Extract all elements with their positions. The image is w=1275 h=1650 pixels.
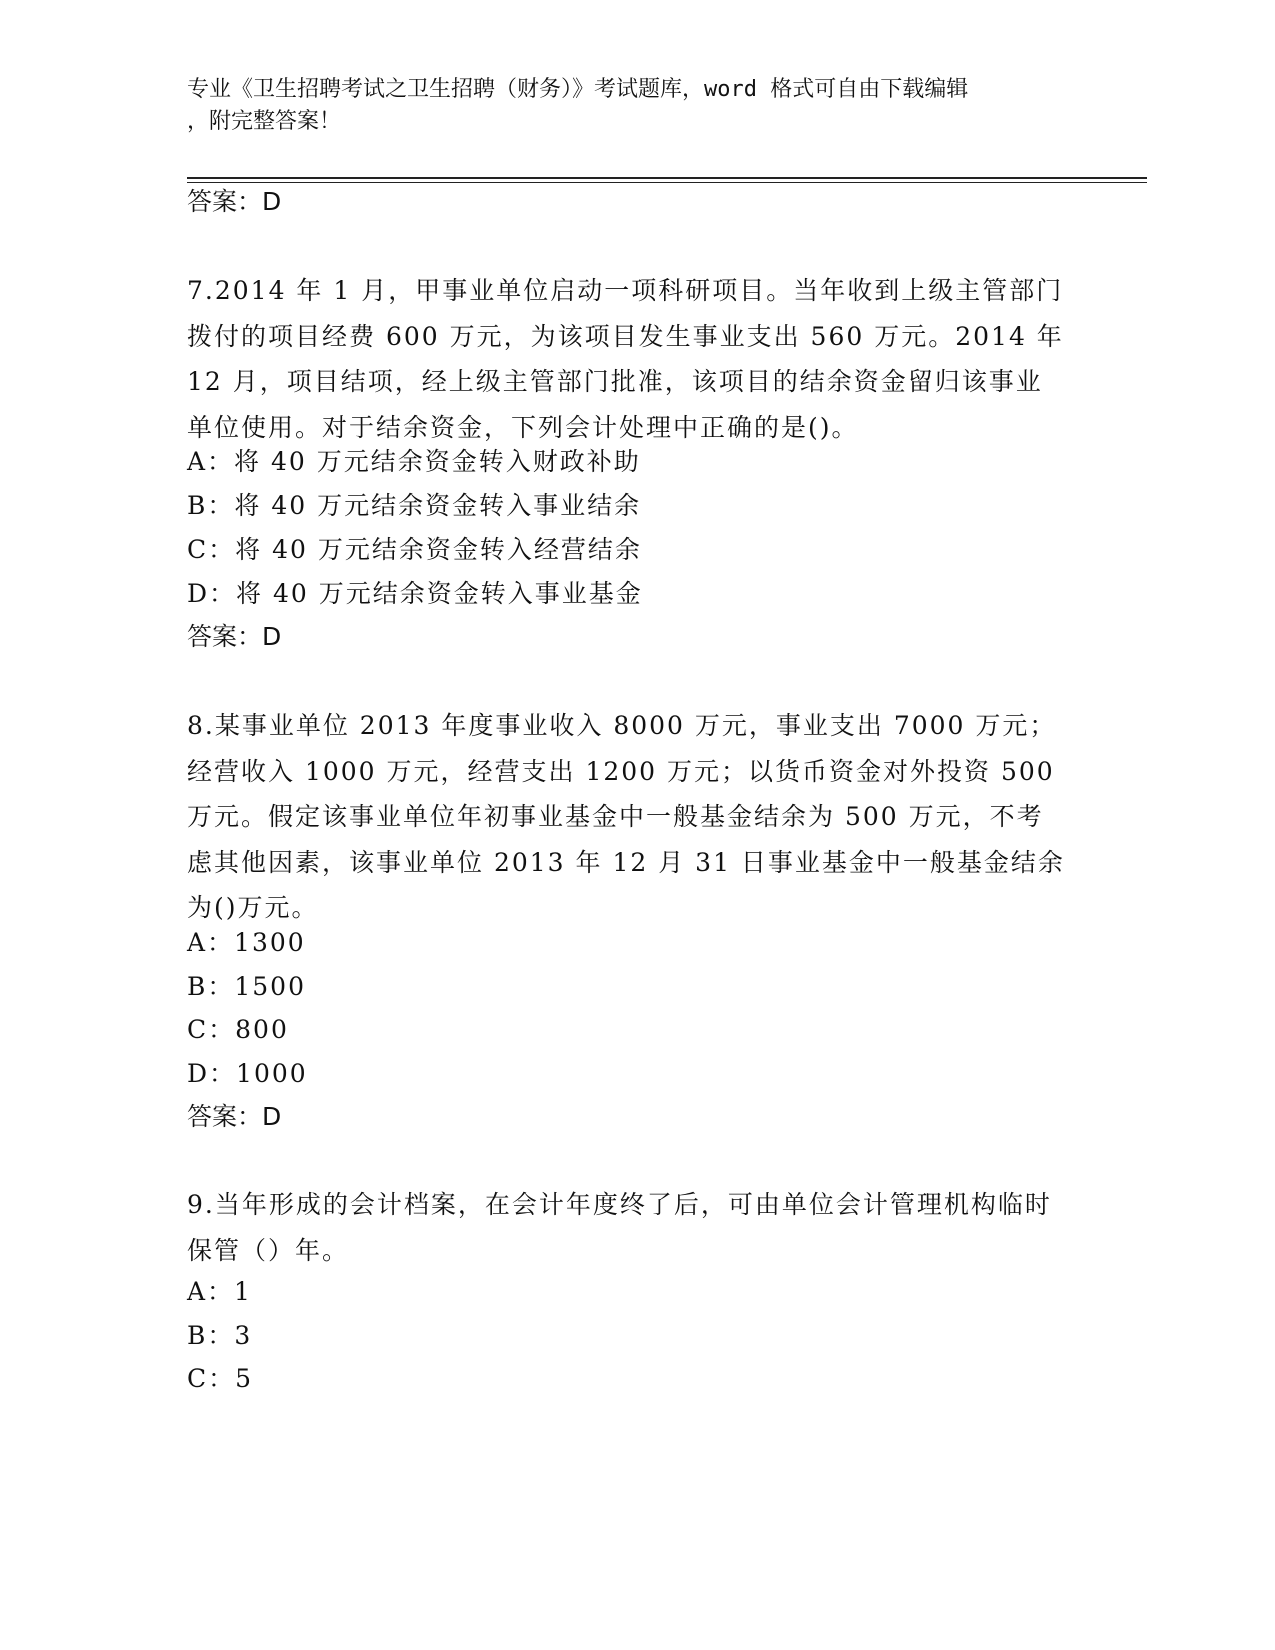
- question-7-option-a: A：将 40 万元结余资金转入财政补助: [187, 447, 641, 476]
- question-8-option-a: A：1300: [187, 928, 306, 957]
- question-9-text: 9.当年形成的会计档案，在会计年度终了后，可由单位会计管理机构临时保管（）年。: [187, 1190, 1052, 1265]
- document-header: [187, 74, 1067, 138]
- question-9-option-b: B：3: [187, 1321, 253, 1350]
- answer-previous: 答案：D: [187, 187, 282, 216]
- question-7-answer: 答案：D: [187, 622, 282, 651]
- header-line-2: ，附完整答案！: [187, 109, 342, 134]
- question-8-option-c: C：800: [187, 1015, 289, 1044]
- question-7-option-c: C：将 40 万元结余资金转入经营结余: [187, 535, 642, 564]
- question-8-answer: 答案：D: [187, 1102, 282, 1131]
- question-8-option-d: D：1000: [187, 1059, 308, 1088]
- question-9-option-a: A：1: [187, 1277, 252, 1306]
- question-7-option-b: B：将 40 万元结余资金转入事业结余: [187, 491, 642, 520]
- header-rule-thin: [187, 182, 1147, 183]
- header-rule-thick: [187, 177, 1147, 179]
- question-8-option-b: B：1500: [187, 972, 306, 1001]
- question-8-text: 8.某事业单位 2013 年度事业收入 8000 万元，事业支出 7000 万元；经营收入 1000 万元，经营支出 1200 万元；以货币资金对外投资 500 万元。假定该事业单位年初事业基金中一般基金结余为 500 万元，不考虑其他因素，该事业单位 2013 年 12 月 31 日事业基金中一般基金结余为()万元。: [187, 711, 1065, 922]
- header-line-1: 专业《卫生招聘考试之卫生招聘（财务）》考试题库，word 格式可自由下载编辑: [187, 77, 969, 102]
- question-7-option-d: D：将 40 万元结余资金转入事业基金: [187, 579, 643, 608]
- question-7-text: 7.2014 年 1 月，甲事业单位启动一项科研项目。当年收到上级主管部门拨付的项目经费 600 万元，为该项目发生事业支出 560 万元。2014 年 12 月，项目结项，经上级主管部门批准，该项目的结余资金留归该事业单位使用。对于结余资金，下列会计处理中正确的是()。: [187, 276, 1064, 442]
- question-9-option-c: C：5: [187, 1364, 254, 1393]
